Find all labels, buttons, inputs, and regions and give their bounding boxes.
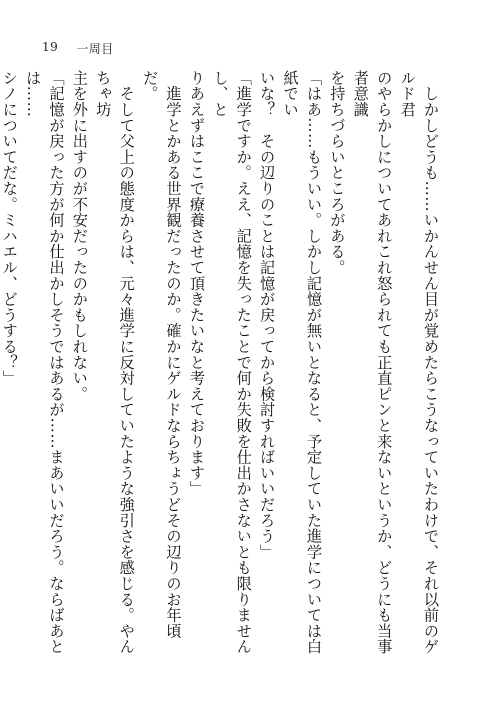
text-line: そして父上の態度からは、元々進学に反対していたような強引さを感じる。やんちゃ坊 [94,70,136,655]
running-header [42,40,114,57]
text-line: のやらかしについてあれこれ怒られても正直ピンと来ないというか、どうにも当事者意識 [351,70,394,655]
text-line: 主を外に出すのが不安だったのかもしれない。 [70,70,89,402]
text-line: しかしどうも……いかんせん目が覚めたらこうなっていたわけで、それ以前のゲルド君 [398,70,440,655]
text-line: 「はあ……もういい。しかし記憶が無いとなると、予定していた進学については白紙でい [281,70,323,655]
text-line: 「進学ですか。ええ、記憶を失ったことで何か失敗を仕出かさないとも限りませんし、と [211,70,253,655]
text-line: いな？ その辺りのことは記憶が戻ってから検討すればいいだろう」 [258,70,277,560]
page-number: 19 [42,40,59,54]
text-line: シノについてだな。ミハエル、どうする？」 [0,70,19,386]
text-line: りあえずはここで療養させて頂きたいなと考えております」 [187,70,206,497]
chapter-title: 一周目 [76,42,114,56]
text-line: 「記憶が戻った方が何か仕出かしそうではあるが……まあいいだろう。ならばあとは…… [24,70,66,655]
text-line: を持ちづらいところがある。 [328,70,347,276]
vertical-body-text [0,70,442,665]
text-line: 進学とかある世界観だったのか。確かにゲルドならちょうどその辺りのお年頃だ。 [141,70,183,639]
